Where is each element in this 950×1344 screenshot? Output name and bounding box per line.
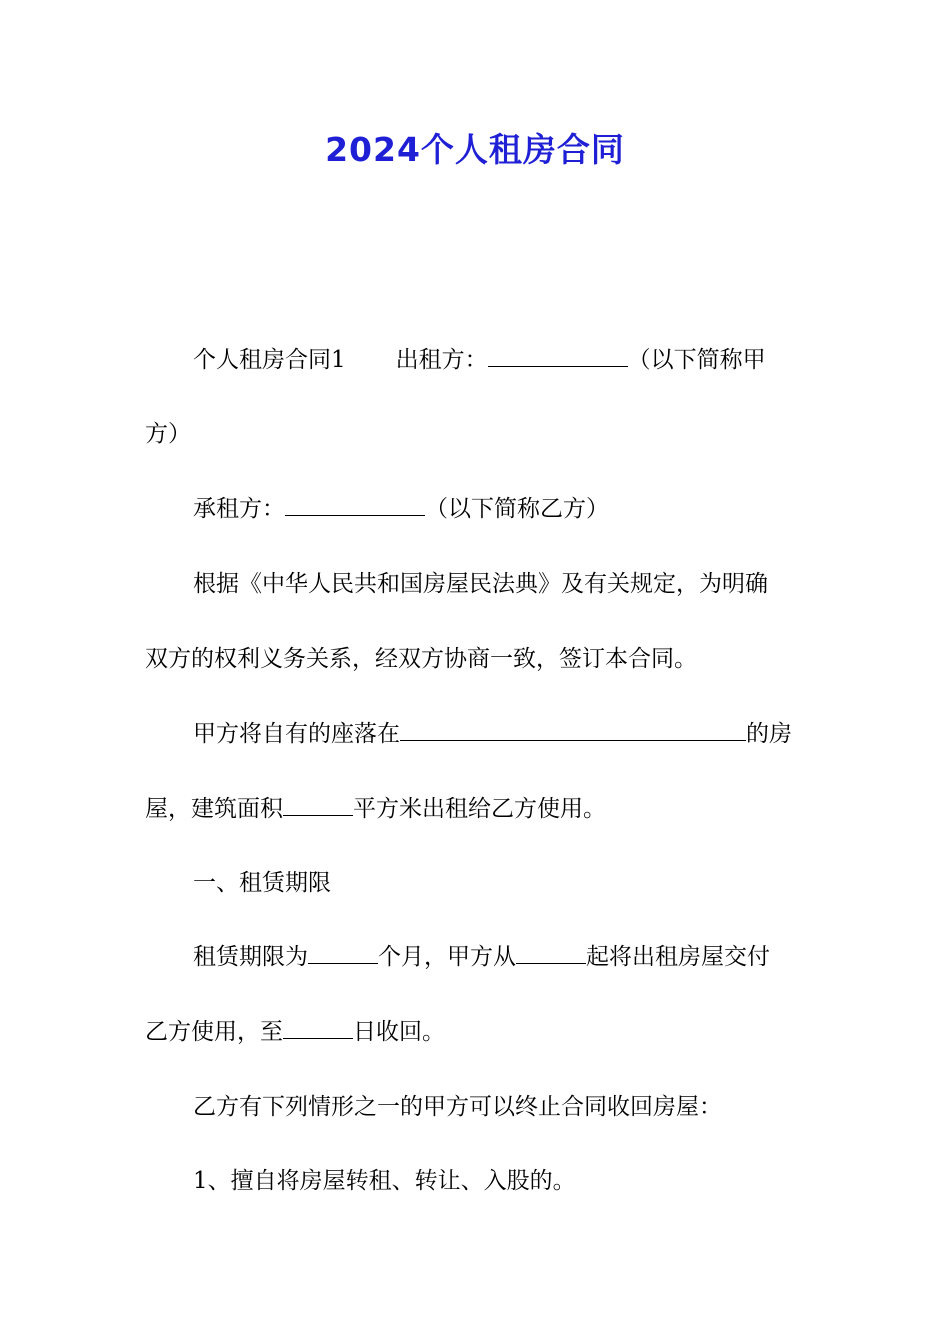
lessor-note: （以下简称甲 xyxy=(627,347,766,373)
area-blank xyxy=(283,793,353,816)
lessor-label: 出租方： xyxy=(395,347,488,373)
lessor-blank xyxy=(488,344,628,367)
lessee-label: 承租方： xyxy=(193,496,285,522)
paragraph-line-10: 乙方使用，至 日收回。 xyxy=(145,1015,445,1049)
paragraph-line-1 xyxy=(193,343,766,377)
paragraph-line-9: 租赁期限为 个月，甲方从 起将出租房屋交付 xyxy=(193,940,770,974)
paragraph-line-4: 根据《中华人民共和国房屋民法典》及有关规定，为明确 xyxy=(193,571,768,597)
address-blank xyxy=(400,718,746,741)
months-blank xyxy=(308,941,378,964)
section-heading-lease-term: 一、租赁期限 xyxy=(193,870,331,896)
paragraph-line-3 xyxy=(193,492,609,526)
list-item-1: 1、擅自将房屋转租、转让、入股的。 xyxy=(193,1168,576,1194)
contract-number-text: 个人租房合同1 xyxy=(193,347,346,373)
lessee-note: （以下简称乙方） xyxy=(425,496,609,522)
paragraph-line-11: 乙方有下列情形之一的甲方可以终止合同收回房屋： xyxy=(193,1094,722,1120)
start-date-blank xyxy=(516,941,586,964)
paragraph-line-6: 甲方将自有的座落在 的房 xyxy=(193,717,792,751)
lessee-blank xyxy=(285,493,425,516)
paragraph-line-7: 屋，建筑面积 平方米出租给乙方使用。 xyxy=(145,792,606,826)
paragraph-line-5: 双方的权利义务关系，经双方协商一致，签订本合同。 xyxy=(145,646,697,672)
document-title: 2024个人租房合同 xyxy=(325,130,625,169)
paragraph-line-2: 方） xyxy=(145,421,191,447)
end-date-blank xyxy=(283,1016,353,1039)
